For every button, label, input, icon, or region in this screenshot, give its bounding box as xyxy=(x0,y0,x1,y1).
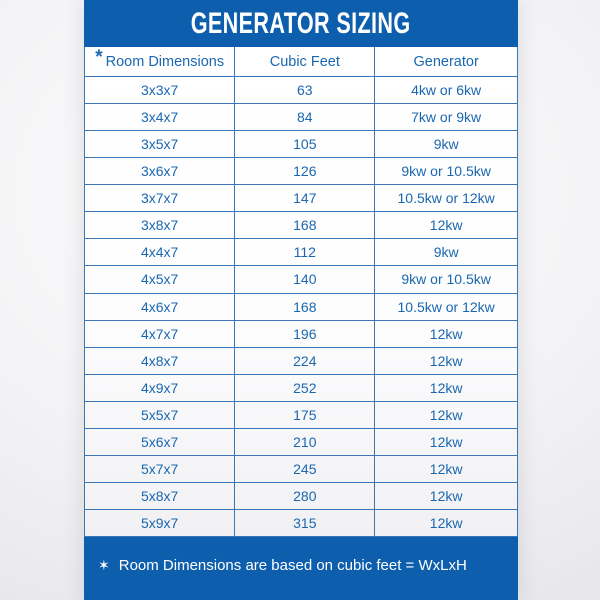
cell-room-dimensions: 5x7x7 xyxy=(85,456,235,482)
cell-room-dimensions: 3x8x7 xyxy=(85,212,235,238)
cell-generator: 9kw xyxy=(433,244,459,261)
cell-room-dimensions: 4x9x7 xyxy=(85,375,235,401)
table-row xyxy=(85,294,517,321)
cell-generator: 12kw xyxy=(429,406,463,423)
page-title: GENERATOR SIZING xyxy=(191,6,411,40)
cell-cubic-feet: 147 xyxy=(235,185,375,211)
cell-cubic-feet: 84 xyxy=(235,104,375,130)
sizing-table xyxy=(84,47,518,537)
cell-cubic-feet: 280 xyxy=(235,483,375,509)
cell-room-dimensions: 5x5x7 xyxy=(85,402,235,428)
cell-generator: 12kw xyxy=(429,379,463,396)
cell-cubic-feet: 224 xyxy=(235,348,375,374)
cell-cubic-feet: 126 xyxy=(235,158,375,184)
cell-cubic-feet: 252 xyxy=(235,375,375,401)
cell-cubic-feet: 63 xyxy=(235,77,375,103)
cell-room-dimensions: 4x4x7 xyxy=(85,239,235,265)
column-header-room-dimensions xyxy=(85,47,235,76)
cell-generator: 10.5kw or 12kw xyxy=(397,190,495,207)
cell-room-dimensions: 4x5x7 xyxy=(85,266,235,292)
table-row xyxy=(85,212,517,239)
cell-room-dimensions: 4x8x7 xyxy=(85,348,235,374)
cell-room-dimensions: 3x3x7 xyxy=(85,77,235,103)
cell-generator: 10.5kw or 12kw xyxy=(397,298,495,315)
table-header-row xyxy=(85,47,517,77)
cell-room-dimensions: 3x6x7 xyxy=(85,158,235,184)
table-row xyxy=(85,375,517,402)
table-row xyxy=(85,158,517,185)
footnote-band xyxy=(84,537,518,600)
column-header-cubic-feet: Cubic Feet xyxy=(235,47,375,76)
column-header-room-dimensions-label: Room Dimensions xyxy=(105,53,225,70)
cell-room-dimensions: 5x6x7 xyxy=(85,429,235,455)
column-header-generator: Generator xyxy=(413,53,479,70)
table-row xyxy=(85,321,517,348)
cell-cubic-feet: 315 xyxy=(235,510,375,536)
cell-cubic-feet: 210 xyxy=(235,429,375,455)
table-row xyxy=(85,429,517,456)
cell-generator: 9kw or 10.5kw xyxy=(401,163,491,180)
cell-room-dimensions: 5x9x7 xyxy=(85,510,235,536)
cell-generator: 4kw or 6kw xyxy=(411,82,482,99)
cell-generator: 9kw or 10.5kw xyxy=(401,271,491,288)
cell-room-dimensions: 4x6x7 xyxy=(85,294,235,320)
cell-room-dimensions: 3x7x7 xyxy=(85,185,235,211)
cell-cubic-feet: 245 xyxy=(235,456,375,482)
table-row xyxy=(85,239,517,266)
cell-cubic-feet: 168 xyxy=(235,212,375,238)
cell-room-dimensions: 3x5x7 xyxy=(85,131,235,157)
title-band xyxy=(84,0,518,47)
table-row xyxy=(85,510,517,537)
cell-cubic-feet: 105 xyxy=(235,131,375,157)
table-row xyxy=(85,348,517,375)
table-row xyxy=(85,266,517,293)
star-icon: ✶ xyxy=(98,556,110,573)
cell-generator: 12kw xyxy=(429,217,463,234)
cell-generator: 12kw xyxy=(429,515,463,532)
cell-cubic-feet: 168 xyxy=(235,294,375,320)
table-row xyxy=(85,402,517,429)
table-row xyxy=(85,456,517,483)
cell-generator: 12kw xyxy=(429,352,463,369)
table-row xyxy=(85,483,517,510)
cell-cubic-feet: 112 xyxy=(235,239,375,265)
footnote-text: Room Dimensions are based on cubic feet = WxLxH xyxy=(118,556,467,574)
cell-cubic-feet: 175 xyxy=(235,402,375,428)
cell-generator: 9kw xyxy=(433,136,459,153)
table-row xyxy=(85,104,517,131)
cell-room-dimensions: 4x7x7 xyxy=(85,321,235,347)
cell-generator: 12kw xyxy=(429,325,463,342)
table-row xyxy=(85,77,517,104)
cell-cubic-feet: 196 xyxy=(235,321,375,347)
cell-generator: 12kw xyxy=(429,487,463,504)
cell-room-dimensions: 5x8x7 xyxy=(85,483,235,509)
cell-generator: 12kw xyxy=(429,460,463,477)
table-row xyxy=(85,185,517,212)
asterisk-marker: * xyxy=(95,46,103,68)
cell-generator: 7kw or 9kw xyxy=(411,109,482,126)
table-row xyxy=(85,131,517,158)
cell-generator: 12kw xyxy=(429,433,463,450)
generator-sizing-panel xyxy=(84,0,518,600)
cell-cubic-feet: 140 xyxy=(235,266,375,292)
cell-room-dimensions: 3x4x7 xyxy=(85,104,235,130)
